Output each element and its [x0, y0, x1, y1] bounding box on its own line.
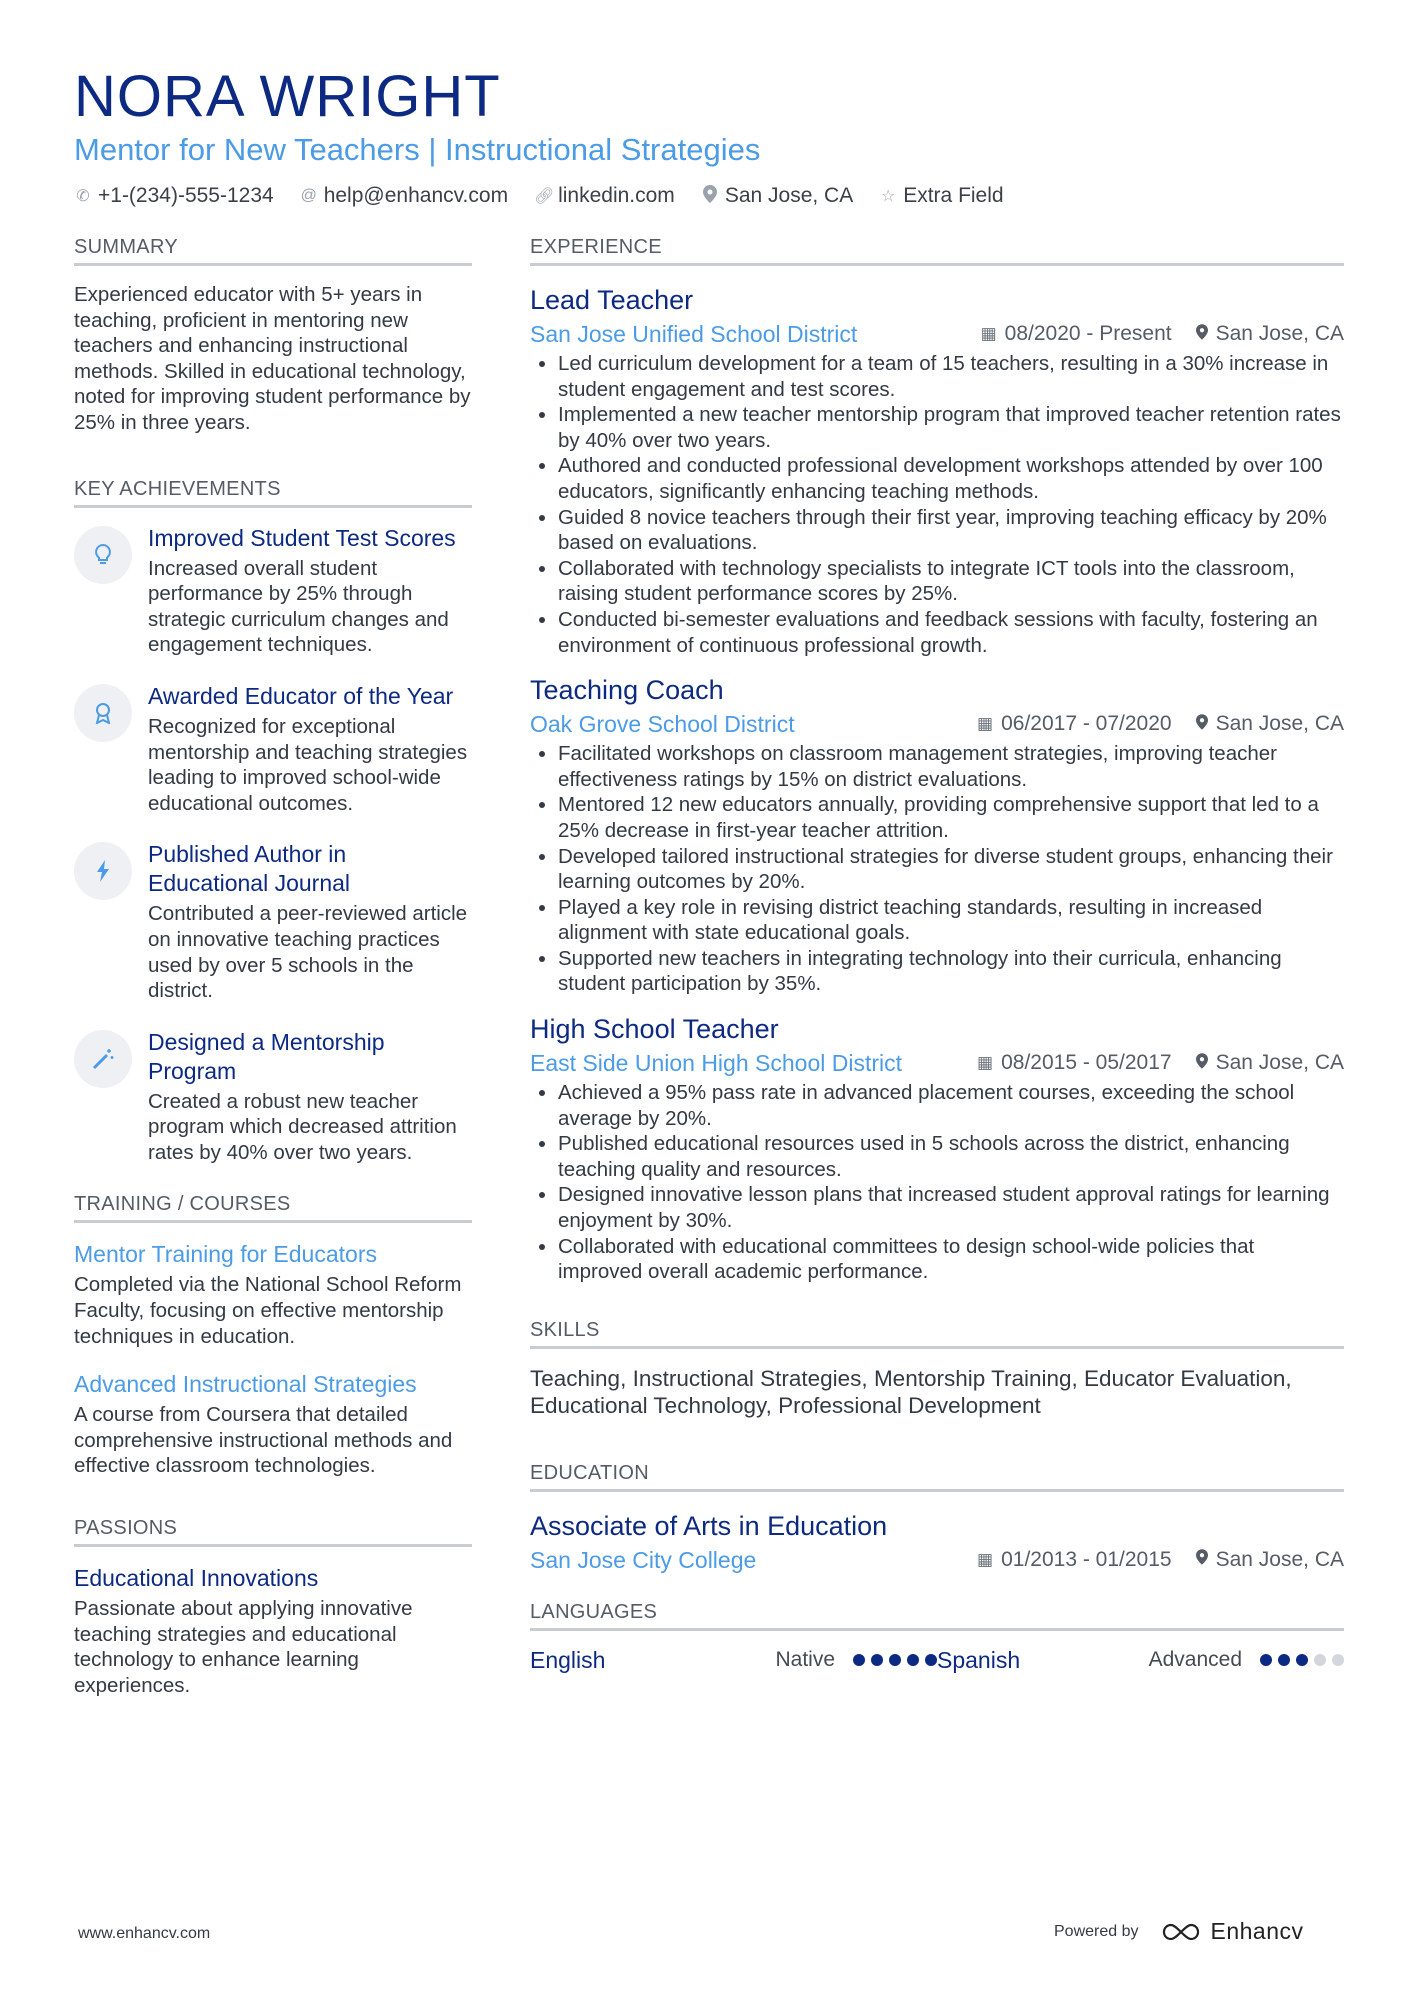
rating-dot-filled — [889, 1654, 901, 1666]
job-entry — [530, 282, 1344, 658]
skills-text: Teaching, Instructional Strategies, Mentorship Training, Educator Evaluation, Educational Technology, Professional Development — [530, 1365, 1292, 1419]
job-bullet: • Facilitated workshops on classroom management strategies, improving teacher effectiveness ratings by 15% on district evaluations. — [558, 741, 1344, 792]
right-column — [530, 236, 1344, 1674]
education-dates-text: 01/2013 - 01/2015 — [1001, 1547, 1172, 1571]
job-bullet: • Designed innovative lesson plans that increased student approval ratings for learning enjoyment by 30%. — [558, 1182, 1344, 1233]
language-rating — [1260, 1654, 1344, 1666]
location-icon — [701, 185, 719, 208]
experience-section — [530, 236, 1344, 1285]
job-location-text: San Jose, CA — [1215, 322, 1344, 345]
award-icon — [74, 684, 132, 742]
language-name: English — [530, 1646, 606, 1673]
rating-dot-filled — [907, 1654, 919, 1666]
achievement-title: Designed a Mentorship Program — [148, 1028, 385, 1084]
education-dates — [977, 1548, 1172, 1572]
achievement-title: Awarded Educator of the Year — [148, 682, 454, 709]
calendar-icon: ▦ — [977, 1549, 994, 1569]
job-bullets — [530, 1080, 1344, 1285]
job-title: High School Teacher — [530, 1014, 779, 1045]
job-bullet: • Collaborated with technology specialists to integrate ICT tools into the classroom, raising student performance scores by 25%. — [558, 556, 1344, 607]
job-location — [1196, 1051, 1344, 1075]
achievement-item — [74, 840, 472, 1003]
location-icon — [1196, 324, 1208, 345]
passions-heading: PASSIONS — [74, 1517, 472, 1547]
course-title: Advanced Instructional Strategies — [74, 1371, 417, 1398]
job-details — [977, 1051, 1344, 1075]
job-bullet: • Implemented a new teacher mentorship program that improved teacher retention rates by 40% over two years. — [558, 402, 1344, 453]
location-icon — [1196, 1053, 1208, 1074]
job-dates-text: 08/2020 - Present — [1004, 322, 1172, 345]
job-details — [977, 712, 1344, 736]
skills-section — [530, 1319, 1344, 1420]
link-icon: 🔗︎ — [534, 188, 555, 205]
rating-dot-filled — [871, 1654, 883, 1666]
course-title: Mentor Training for Educators — [74, 1241, 377, 1268]
language-level: Native — [775, 1648, 835, 1672]
contact-phone[interactable] — [74, 184, 274, 208]
footer-website[interactable]: www.enhancv.com — [78, 1925, 211, 1942]
summary-text: Experienced educator with 5+ years in teaching, proficient in mentoring new teachers and enhancing instructional methods. Skilled in educational technology, noted for improving student performance by 25% in three years. — [74, 283, 471, 434]
achievements-section — [74, 478, 472, 1166]
star-icon: ☆ — [881, 188, 896, 205]
job-title: Lead Teacher — [530, 285, 694, 315]
job-location — [1196, 712, 1344, 736]
lightbulb-icon — [74, 526, 132, 584]
calendar-icon: ▦ — [980, 324, 997, 343]
job-bullet: • Conducted bi-semester evaluations and feedback sessions with faculty, fostering an environment of continuous professional growth. — [558, 607, 1344, 658]
contact-email-text: help@enhancv.com — [323, 184, 509, 207]
contact-extra-text: Extra Field — [903, 184, 1004, 207]
job-location-text: San Jose, CA — [1215, 712, 1344, 736]
language-item — [530, 1647, 937, 1674]
achievement-item — [74, 682, 472, 816]
job-bullet: • Played a key role in revising district teaching standards, resulting in increased alignment with state educational goals. — [558, 895, 1344, 946]
course-desc: A course from Coursera that detailed comprehensive instructional methods and effective classroom technologies. — [74, 1403, 453, 1478]
calendar-icon: ▦ — [977, 1053, 994, 1073]
skills-heading: SKILLS — [530, 1319, 1344, 1349]
job-entry — [530, 1011, 1344, 1285]
contact-email[interactable] — [300, 184, 508, 208]
contact-location — [701, 184, 853, 208]
contact-bar — [74, 184, 1344, 208]
job-bullet: • Led curriculum development for a team of 15 teachers, resulting in a 30% increase in student engagement and test scores. — [558, 351, 1344, 402]
powered-by-label: Powered by — [1054, 1922, 1139, 1940]
magic-wand-icon — [74, 1030, 132, 1088]
bolt-icon — [74, 842, 132, 900]
achievement-desc: Contributed a peer-reviewed article on innovative teaching practices used by over 5 schools in the district. — [148, 902, 468, 1003]
job-dates — [977, 1051, 1172, 1075]
location-icon — [1196, 1549, 1208, 1570]
job-bullets — [530, 741, 1344, 997]
education-location-text: San Jose, CA — [1215, 1547, 1344, 1571]
left-column — [74, 236, 472, 1718]
contact-phone-text: +1-(234)-555-1234 — [98, 184, 274, 207]
job-company: Oak Grove School District — [530, 711, 795, 738]
languages-section — [530, 1601, 1344, 1674]
job-dates-text: 06/2017 - 07/2020 — [1001, 712, 1172, 736]
languages-row — [530, 1647, 1344, 1674]
job-dates-text: 08/2015 - 05/2017 — [1001, 1051, 1172, 1075]
job-bullet: • Collaborated with educational committees to design school-wide policies that improved overall academic performance. — [558, 1234, 1344, 1285]
rating-dot-filled — [853, 1654, 865, 1666]
job-details — [981, 322, 1344, 346]
achievement-desc: Increased overall student performance by 25% through strategic curriculum changes and engagement techniques. — [148, 556, 449, 657]
job-dates — [981, 322, 1172, 346]
summary-section — [74, 236, 472, 436]
achievement-item — [74, 524, 472, 658]
job-meta — [530, 709, 1344, 739]
resume-header — [74, 64, 1344, 208]
job-bullet: • Authored and conducted professional development workshops attended by over 100 educators, significantly enhancing teaching methods. — [558, 453, 1344, 504]
education-heading: EDUCATION — [530, 1462, 1344, 1492]
at-icon: @ — [300, 187, 317, 204]
rating-dot-empty — [1332, 1654, 1344, 1666]
enhancv-logo[interactable] — [1161, 1918, 1304, 1945]
course-desc: Completed via the National School Reform Faculty, focusing on effective mentorship techniques in education. — [74, 1273, 462, 1348]
infinity-icon — [1161, 1921, 1201, 1943]
education-section — [530, 1462, 1344, 1575]
contact-extra — [879, 184, 1003, 208]
candidate-name: NORA WRIGHT — [74, 64, 501, 129]
rating-dot-filled — [925, 1654, 937, 1666]
languages-heading: LANGUAGES — [530, 1601, 1344, 1631]
job-location — [1196, 322, 1344, 346]
achievements-heading: KEY ACHIEVEMENTS — [74, 478, 472, 508]
language-rating — [853, 1654, 937, 1666]
language-item — [937, 1647, 1344, 1674]
job-location-text: San Jose, CA — [1215, 1051, 1344, 1075]
experience-heading: EXPERIENCE — [530, 236, 1344, 266]
passion-desc: Passionate about applying innovative teaching strategies and educational technology to enhance learning experiences. — [74, 1597, 413, 1697]
brand-name: Enhancv — [1210, 1918, 1304, 1944]
language-name: Spanish — [937, 1646, 1021, 1673]
education-meta — [530, 1545, 1344, 1575]
language-level: Advanced — [1148, 1648, 1242, 1672]
rating-dot-empty — [1314, 1654, 1326, 1666]
job-meta — [530, 1048, 1344, 1078]
job-bullets — [530, 351, 1344, 658]
education-degree: Associate of Arts in Education — [530, 1510, 888, 1541]
achievement-title: Published Author in Educational Journal — [148, 841, 351, 897]
achievement-desc: Created a robust new teacher program which decreased attrition rates by 40% over two years. — [148, 1089, 457, 1164]
contact-linkedin[interactable] — [534, 184, 675, 208]
passion-title: Educational Innovations — [74, 1565, 319, 1592]
contact-location-text: San Jose, CA — [724, 184, 854, 207]
passions-section — [74, 1517, 472, 1698]
job-bullet: • Published educational resources used in 5 schools across the district, enhancing teaching quality and resources. — [558, 1131, 1344, 1182]
summary-heading: SUMMARY — [74, 236, 472, 266]
job-entry — [530, 672, 1344, 997]
footer-branding — [1054, 1918, 1304, 1945]
location-icon — [1196, 714, 1208, 735]
job-dates — [977, 712, 1172, 736]
phone-icon: ✆ — [76, 188, 90, 205]
education-location — [1196, 1548, 1344, 1572]
achievement-desc: Recognized for exceptional mentorship and teaching strategies leading to improved school-wide educational outcomes. — [148, 714, 468, 815]
rating-dot-filled — [1296, 1654, 1308, 1666]
rating-dot-filled — [1260, 1654, 1272, 1666]
job-bullet: • Developed tailored instructional strategies for diverse student groups, enhancing their learning outcomes by 20%. — [558, 844, 1344, 895]
achievement-item — [74, 1028, 472, 1166]
candidate-headline: Mentor for New Teachers | Instructional Strategies — [74, 132, 761, 167]
job-company: East Side Union High School District — [530, 1050, 902, 1077]
job-bullet: • Mentored 12 new educators annually, providing comprehensive support that led to a 25% decrease in first-year teacher attrition. — [558, 792, 1344, 843]
training-section — [74, 1193, 472, 1479]
education-school: San Jose City College — [530, 1546, 757, 1573]
training-heading: TRAINING / COURSES — [74, 1193, 472, 1223]
job-company: San Jose Unified School District — [530, 321, 858, 347]
calendar-icon: ▦ — [977, 714, 994, 734]
education-details — [977, 1548, 1344, 1572]
contact-linkedin-text: linkedin.com — [558, 184, 675, 207]
job-meta — [530, 319, 1344, 349]
job-bullet: • Guided 8 novice teachers through their first year, improving teaching efficacy by 20% based on evaluations. — [558, 505, 1344, 556]
job-bullet: • Supported new teachers in integrating technology into their curricula, enhancing student participation by 35%. — [558, 946, 1344, 997]
job-bullet: • Achieved a 95% pass rate in advanced placement courses, exceeding the school average by 20%. — [558, 1080, 1344, 1131]
achievement-title: Improved Student Test Scores — [148, 524, 456, 551]
job-title: Teaching Coach — [530, 675, 724, 706]
rating-dot-filled — [1278, 1654, 1290, 1666]
